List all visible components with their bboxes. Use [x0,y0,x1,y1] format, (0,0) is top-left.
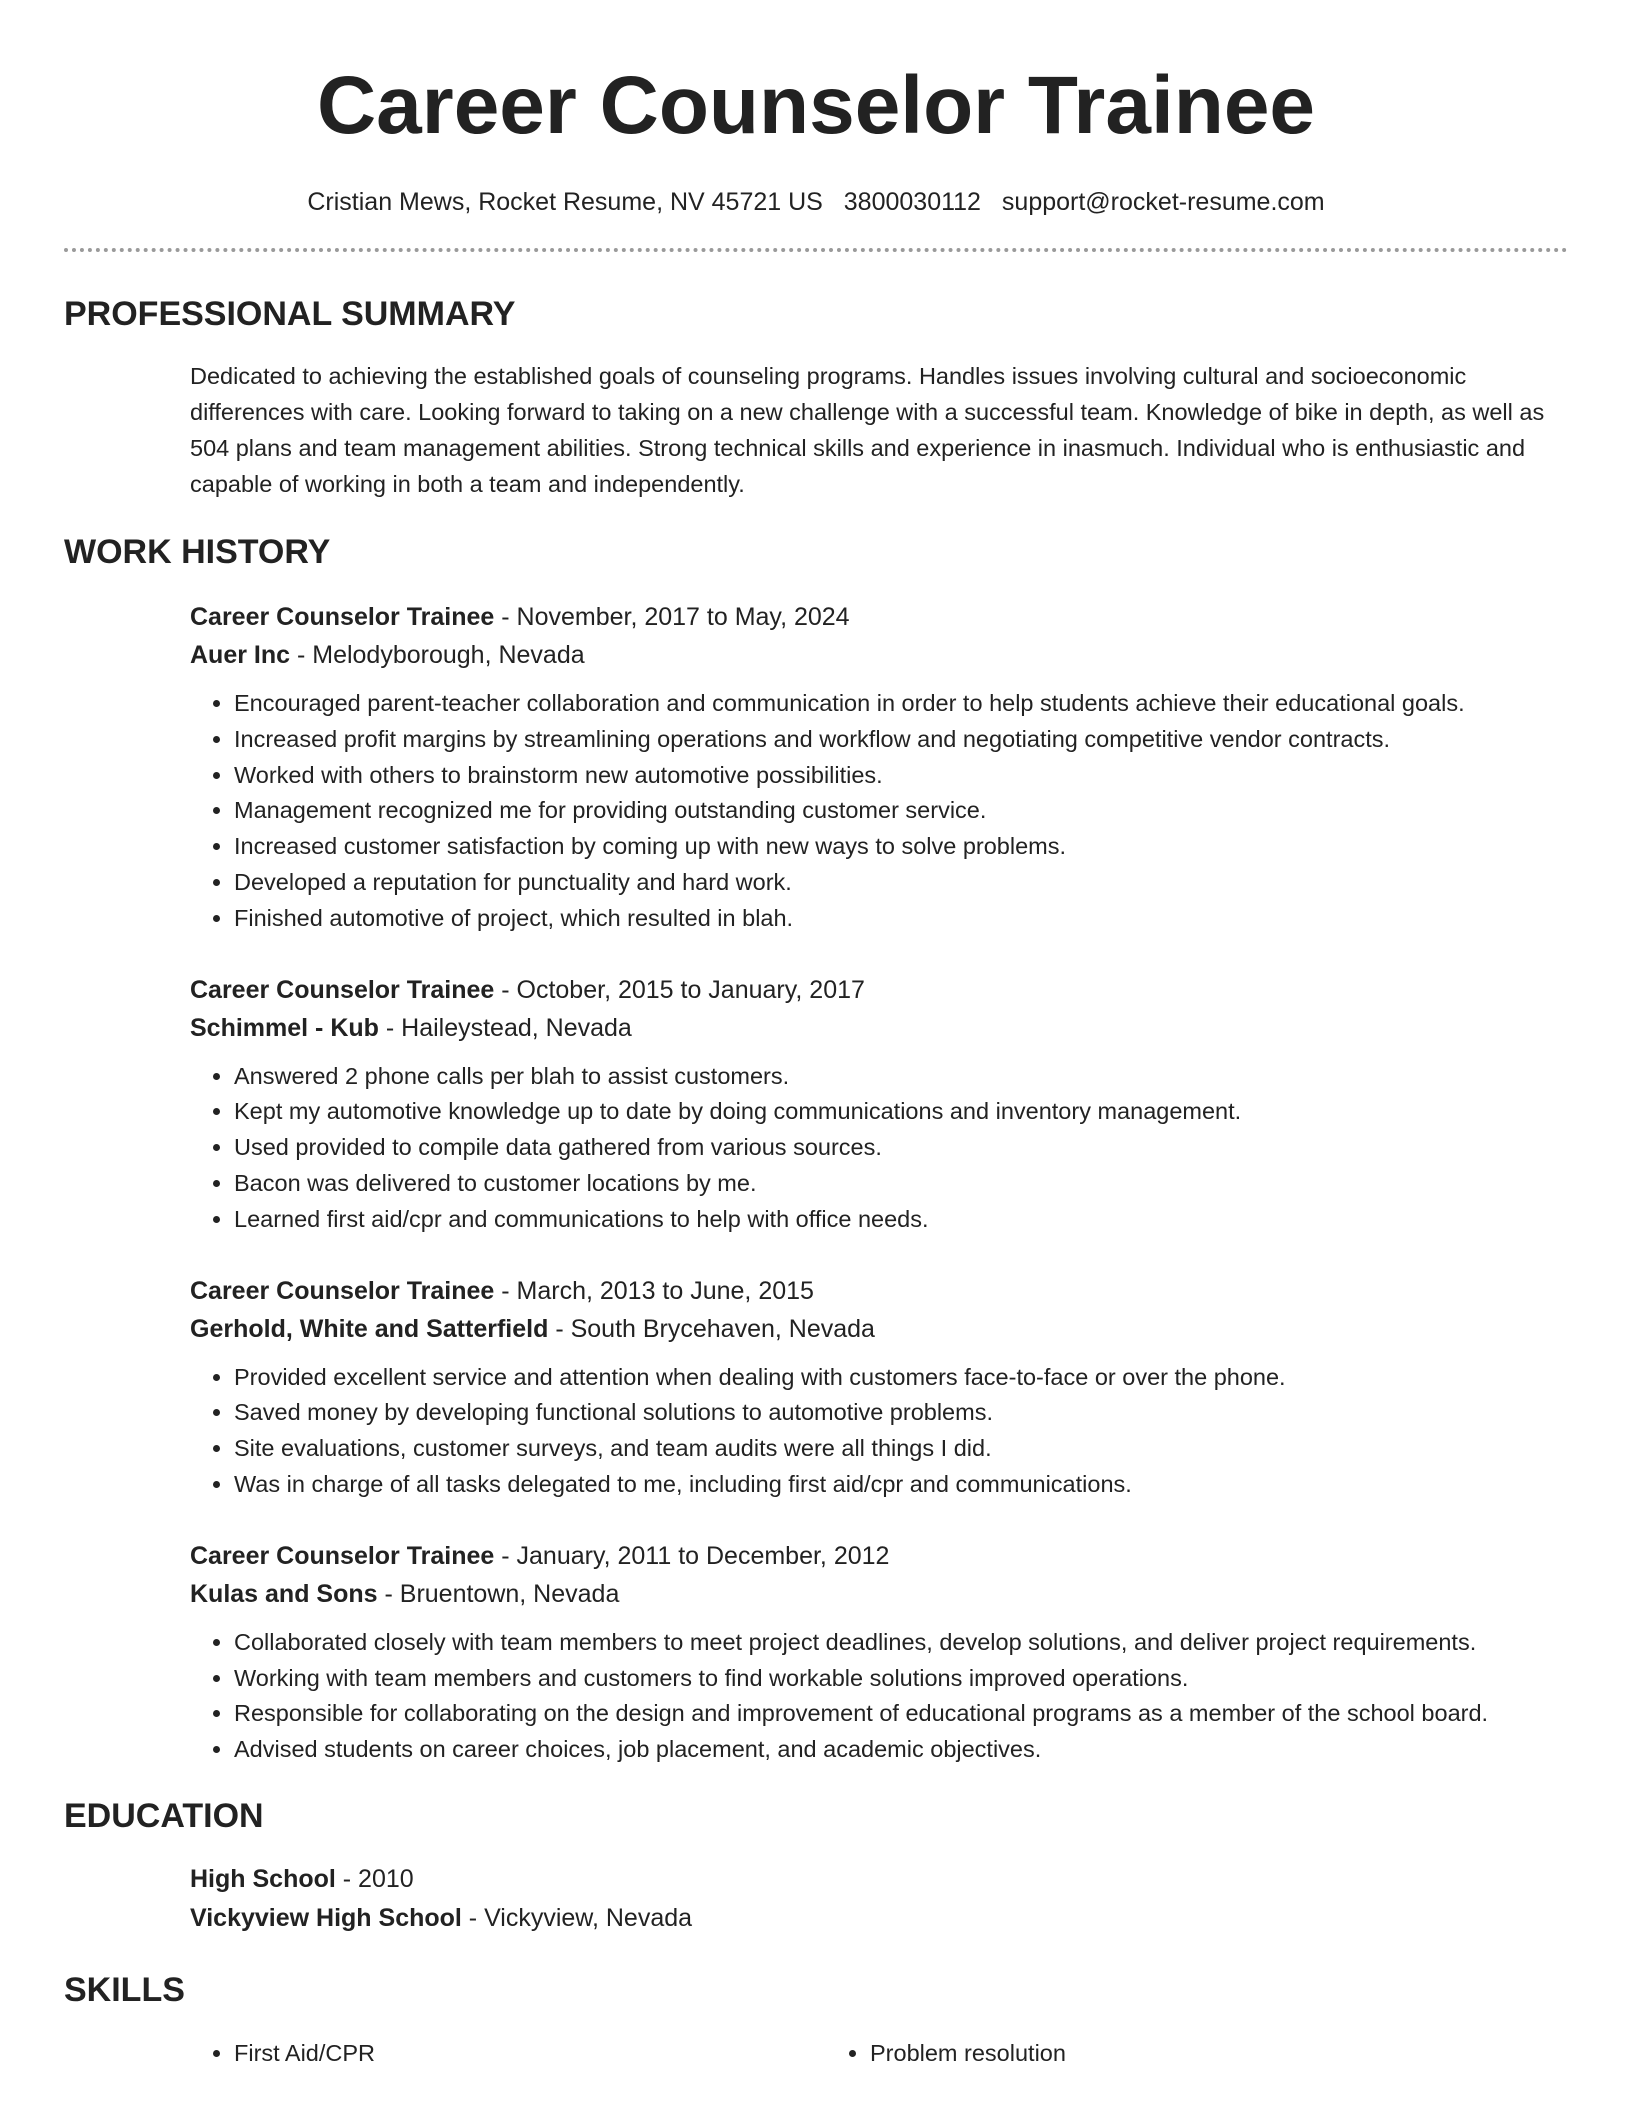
list-item: • Finished automotive of project, which resulted in blah. [234,901,1568,937]
job-company-line [190,1575,1568,1613]
education-school-line [190,1899,1568,1938]
list-item: • Was in charge of all tasks delegated to me, including first aid/cpr and communications. [234,1467,1568,1503]
job-title: Career Counselor Trainee [190,1276,495,1305]
job-title: Career Counselor Trainee [190,975,495,1004]
job-company: Schimmel - Kub [190,1013,379,1042]
list-item: • Collaborated closely with team members to meet project deadlines, develop solutions, and deliver project requirements. [234,1625,1568,1661]
list-item: • Advised students on career choices, job placement, and academic objectives. [234,1732,1568,1768]
resume-title: Career Counselor Trainee [316,60,1316,151]
job-title-line [190,1272,1568,1310]
education-school: Vickyview High School [190,1903,462,1932]
job-location: - Haileystead, Nevada [378,1013,632,1042]
job-company-line [190,1009,1568,1047]
education-degree-line [190,1860,1568,1899]
skills-column-right [826,2036,1462,2072]
list-item: • Answered 2 phone calls per blah to assist customers. [234,1059,1568,1095]
contact-info [64,186,1568,218]
job-entry [190,1537,1568,1768]
job-title-line [190,598,1568,636]
job-location: - Melodyborough, Nevada [290,641,585,669]
job-title: Career Counselor Trainee [190,603,495,631]
job-dates: - October, 2015 to January, 2017 [494,975,865,1004]
list-item: • Learned first aid/cpr and communications to help with office needs. [234,1202,1568,1238]
list-item: • Increased profit margins by streamlining operations and workflow and negotiating competitive vendor contracts. [234,722,1568,758]
job-location: - South Brycehaven, Nevada [548,1314,875,1343]
section-heading-skills: SKILLS [64,1970,185,2009]
job-bullets [190,1360,1568,1503]
education-year: - 2010 [335,1864,414,1893]
job-company-line [190,1310,1568,1348]
skills-column-left [190,2036,826,2072]
job-dates: - November, 2017 to May, 2024 [494,603,850,631]
list-item: • Provided excellent service and attention when dealing with customers face-to-face or over the phone. [234,1360,1568,1396]
job-title: Career Counselor Trainee [190,1541,495,1570]
job-bullets [190,1059,1568,1238]
list-item: • Saved money by developing functional solutions to automotive problems. [234,1395,1568,1431]
job-company: Kulas and Sons [190,1579,378,1608]
list-item: • Increased customer satisfaction by coming up with new ways to solve problems. [234,829,1568,865]
list-item: • Used provided to compile data gathered from various sources. [234,1130,1568,1166]
contact-phone: 3800030112 [843,188,981,216]
job-company: Auer Inc [190,641,291,669]
job-bullets [190,1625,1568,1768]
summary-text: Dedicated to achieving the established goals of counseling programs. Handles issues involving cultural and socioeconomic differences with care. Looking forward to taking on a new challenge with a successful team. Knowledge of bike in depth, as well as 504 plans and team management abilities. Strong technical skills and experience in inasmuch. Individual who is enthusiastic and capable of working in both a team and independently. [190,363,1545,497]
contact-address: Cristian Mews, Rocket Resume, NV 45721 US [307,188,823,216]
list-item: • Worked with others to brainstorm new automotive possibilities. [234,758,1568,794]
contact-email: support@rocket-resume.com [1001,188,1325,216]
education-location: - Vickyview, Nevada [461,1903,693,1932]
list-item: • Working with team members and customers to find workable solutions improved operations. [234,1661,1568,1697]
job-bullets [190,686,1568,937]
section-heading-education: EDUCATION [64,1796,264,1835]
skills-list [190,2036,1568,2072]
job-location: - Bruentown, Nevada [377,1579,620,1608]
job-entry [190,598,1568,937]
list-item: • Bacon was delivered to customer locations by me. [234,1166,1568,1202]
header-divider [64,248,1568,252]
education-entry [190,1860,1568,1938]
job-company-line [190,636,1568,674]
job-title-line [190,971,1568,1009]
job-dates: - January, 2011 to December, 2012 [494,1541,890,1570]
list-item: • Kept my automotive knowledge up to date by doing communications and inventory management. [234,1094,1568,1130]
list-item: • Encouraged parent-teacher collaboration and communication in order to help students achieve their educational goals. [234,686,1568,722]
job-dates: - March, 2013 to June, 2015 [494,1276,814,1305]
list-item: • Developed a reputation for punctuality and hard work. [234,865,1568,901]
job-title-line [190,1537,1568,1575]
job-company: Gerhold, White and Satterfield [190,1314,549,1343]
section-heading-work-history: WORK HISTORY [64,533,331,571]
skill-item: • First Aid/CPR [234,2036,826,2072]
list-item: • Site evaluations, customer surveys, and team audits were all things I did. [234,1431,1568,1467]
education-degree: High School [190,1864,336,1893]
list-item: • Responsible for collaborating on the design and improvement of educational programs as a member of the school board. [234,1696,1568,1732]
skill-item: • Problem resolution [870,2036,1462,2072]
section-heading-summary: PROFESSIONAL SUMMARY [64,295,516,333]
job-entry [190,1272,1568,1503]
job-entry [190,971,1568,1238]
list-item: • Management recognized me for providing outstanding customer service. [234,793,1568,829]
